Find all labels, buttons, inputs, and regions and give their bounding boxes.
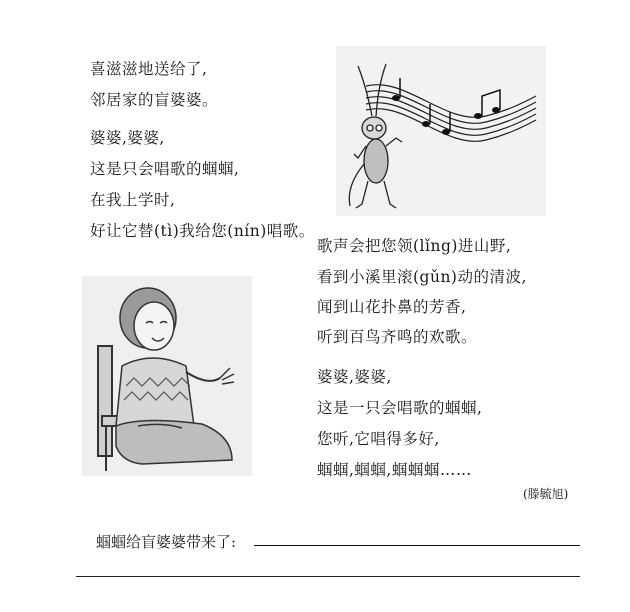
poem-line: 婆婆,婆婆, (317, 368, 392, 386)
poem-line: 看到小溪里滚(gǔn)动的清波, (317, 268, 527, 286)
poem-line: 您听,它唱得多好, (317, 430, 440, 448)
cricket-singing-illustration (336, 46, 546, 216)
poem-line: 邻居家的盲婆婆。 (90, 91, 219, 109)
poem-line: 喜滋滋地送给了, (90, 60, 208, 78)
poem-line: 在我上学时, (90, 191, 176, 209)
poem-line: 这是只会唱歌的蝈蝈, (90, 160, 240, 178)
poem-line: 听到百鸟齐鸣的欢歌。 (317, 328, 478, 346)
question-prompt: 蝈蝈给盲婆婆带来了: (96, 533, 237, 551)
poem-line: 歌声会把您领(lǐng)进山野, (317, 237, 512, 255)
bottom-divider (76, 576, 580, 577)
poem-author: (滕毓旭) (523, 487, 569, 501)
poem-line: 闻到山花扑鼻的芳香, (317, 298, 467, 316)
poem-line: 蝈蝈,蝈蝈,蝈蝈蝈…… (317, 461, 472, 479)
poem-line: 这是一只会唱歌的蝈蝈, (317, 399, 483, 417)
poem-line: 好让它替(tì)我给您(nín)唱歌。 (90, 222, 315, 240)
answer-line[interactable] (254, 545, 580, 546)
poem-line: 婆婆,婆婆, (90, 129, 165, 147)
old-woman-illustration (82, 276, 252, 476)
